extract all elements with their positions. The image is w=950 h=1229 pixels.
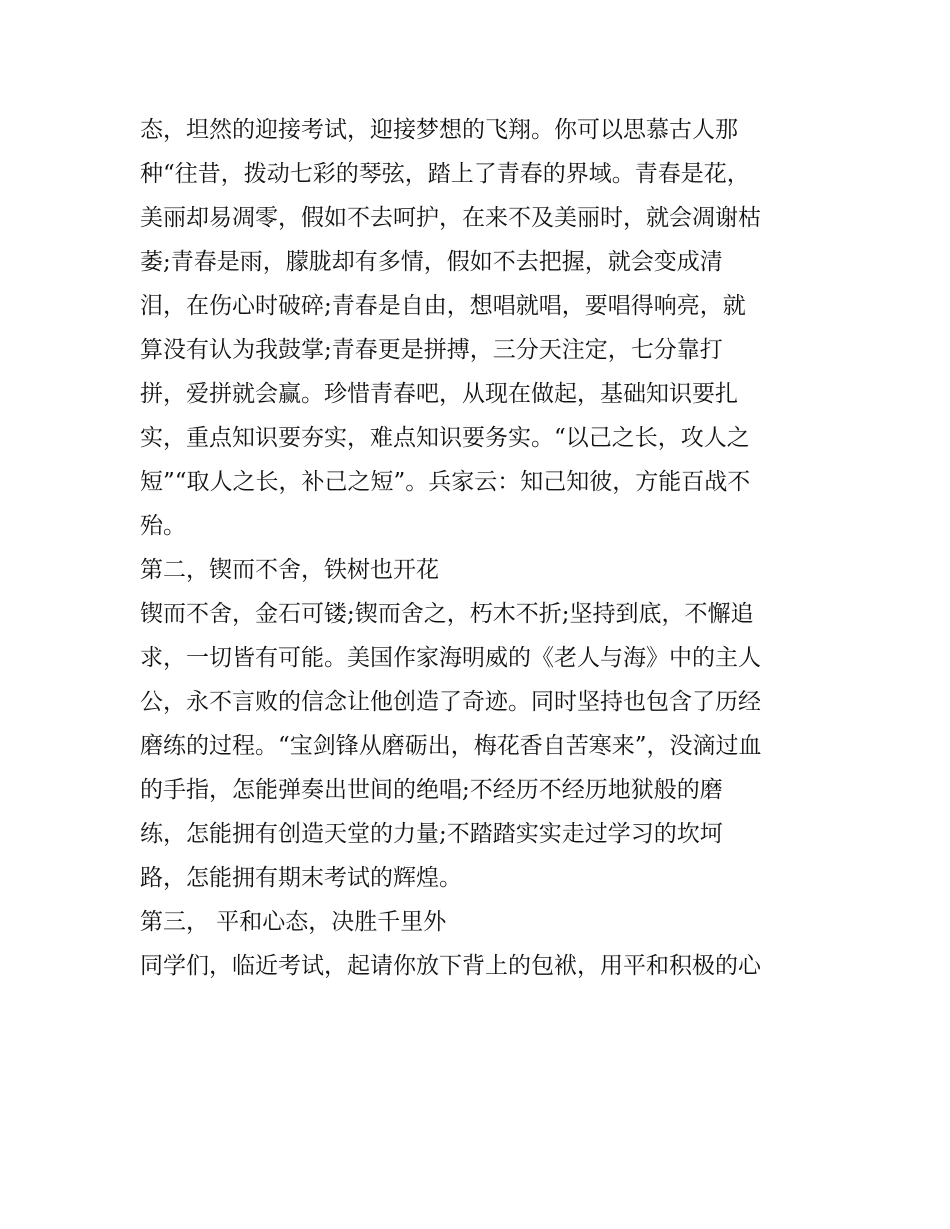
text-line: 殆。 bbox=[140, 513, 186, 539]
text-line: 实，重点知识要夯实，难点知识要务实。“以己之长，攻人之 bbox=[140, 425, 750, 451]
text-line: 同学们，临近考试，起请你放下背上的包袱，用平和积极的心 bbox=[140, 953, 761, 979]
text-line: 公，永不言败的信念让他创造了奇迹。同时坚持也包含了历经 bbox=[140, 689, 761, 715]
text-line: 练，怎能拥有创造天堂的力量;不踏踏实实走过学习的坎坷 bbox=[140, 821, 723, 847]
text-line: 算没有认为我鼓掌;青春更是拼搏，三分天注定，七分靠打 bbox=[140, 337, 723, 363]
text-line: 泪，在伤心时破碎;青春是自由，想唱就唱，要唱得响亮，就 bbox=[140, 293, 746, 319]
text-line: 拼，爱拼就会赢。珍惜青春吧，从现在做起，基础知识要扎 bbox=[140, 381, 738, 407]
section-heading-3: 第三， 平和心态，决胜千里外 bbox=[140, 909, 447, 935]
text-line: 求，一切皆有可能。美国作家海明威的《老人与海》中的主人 bbox=[140, 645, 761, 671]
document-body bbox=[140, 108, 830, 988]
text-line: 锲而不舍，金石可镂;锲而舍之，朽木不折;坚持到底，不懈追 bbox=[140, 601, 754, 627]
text-line: 磨练的过程。“宝剑锋从磨砺出，梅花香自苦寒来”，没滴过血 bbox=[140, 733, 762, 759]
text-line: 萎;青春是雨，朦胧却有多情，假如不去把握，就会变成清 bbox=[140, 249, 723, 275]
text-line: 态，坦然的迎接考试，迎接梦想的飞翔。你可以思慕古人那 bbox=[140, 117, 738, 143]
text-line: 种“往昔，拨动七彩的琴弦，踏上了青春的界域。青春是花， bbox=[140, 161, 750, 187]
section-heading-2: 第二，锲而不舍，铁树也开花 bbox=[140, 557, 439, 583]
text-line: 路，怎能拥有期末考试的辉煌。 bbox=[140, 865, 462, 891]
text-line: 的手指，怎能弹奏出世间的绝唱;不经历不经历地狱般的磨 bbox=[140, 777, 723, 803]
text-line: 美丽却易凋零，假如不去呵护，在来不及美丽时，就会凋谢枯 bbox=[140, 205, 761, 231]
text-line: 短”“取人之长，补己之短”。兵家云：知己知彼，方能百战不 bbox=[140, 469, 751, 495]
